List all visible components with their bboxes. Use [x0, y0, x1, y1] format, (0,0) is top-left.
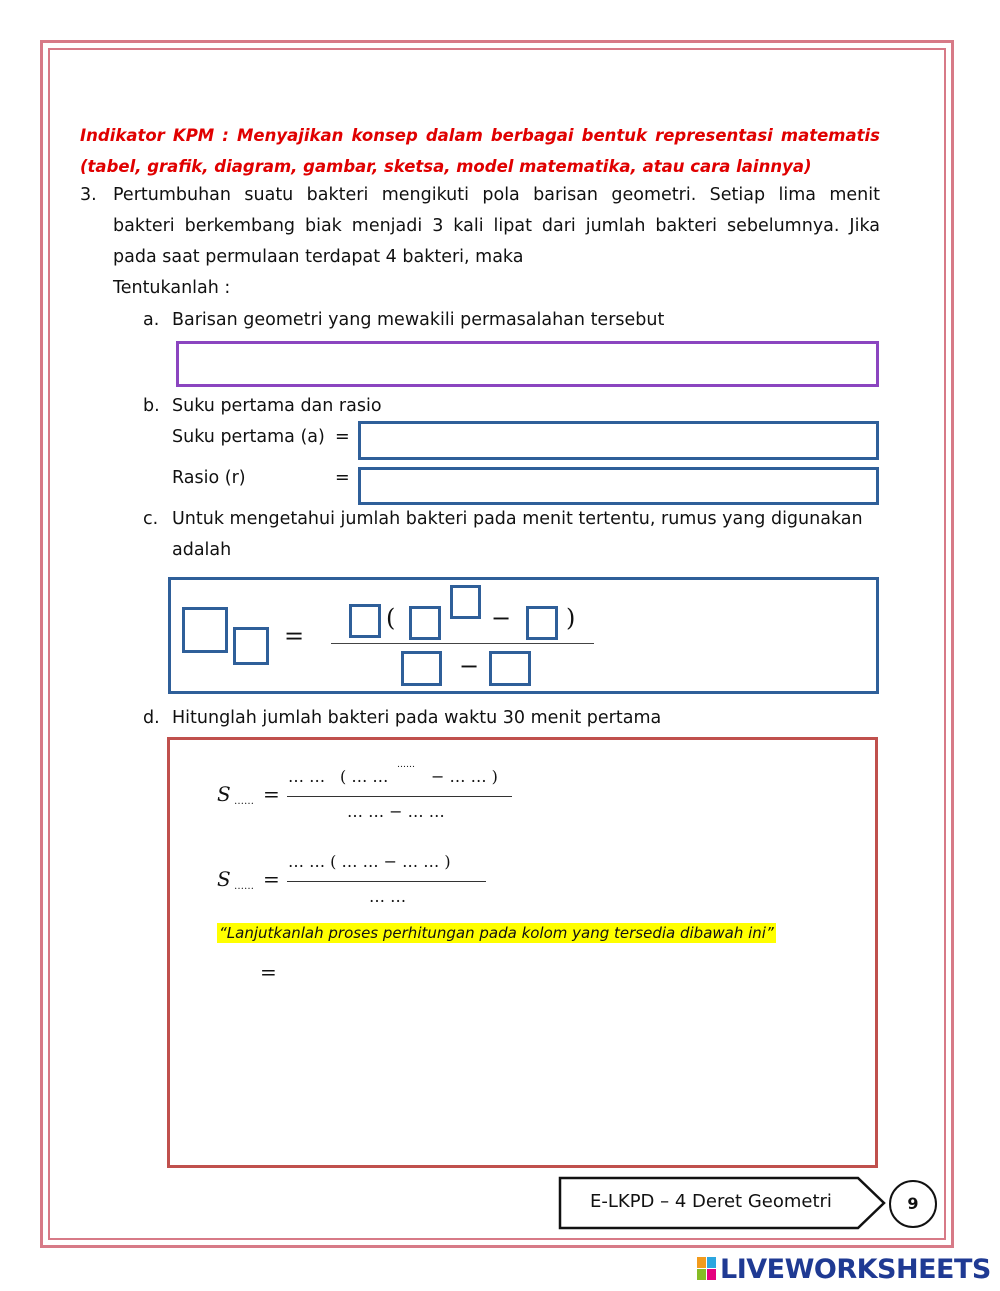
- calc1-subscript: ……: [234, 796, 254, 807]
- part-c-line-1: Untuk mengetahui jumlah bakteri pada menit tertentu, rumus yang digunakan: [172, 509, 863, 529]
- part-d-text: Hitunglah jumlah bakteri pada waktu 30 menit pertama: [172, 708, 662, 728]
- formula-slot-exponent[interactable]: [450, 585, 481, 619]
- footer-label: E-LKPD – 4 Deret Geometri: [590, 1191, 832, 1212]
- formula-slot-one[interactable]: [526, 606, 558, 640]
- rasio-equals: =: [335, 468, 350, 488]
- calc2-s: S: [217, 867, 231, 891]
- answer-input-suku-pertama[interactable]: [361, 424, 876, 457]
- calculation-box: [167, 737, 878, 1168]
- calc2-equals: =: [263, 867, 280, 891]
- question-number: 3.: [80, 185, 97, 205]
- calc1-equals: =: [263, 782, 280, 806]
- continue-instruction: “Lanjutkanlah proses perhitungan pada kolom yang tersedia dibawah ini”: [219, 924, 774, 942]
- liveworksheets-brand: LIVEWORKSHEETS: [720, 1254, 991, 1285]
- part-d-letter: d.: [143, 708, 160, 728]
- formula-box: [168, 577, 879, 694]
- calc2-numerator: … … ( … … − … … ): [288, 852, 451, 871]
- calc1-num-b: ( … …: [340, 767, 389, 786]
- indikator-text: [80, 120, 880, 182]
- part-a-text: Barisan geometri yang mewakili permasalahan tersebut: [172, 310, 665, 330]
- formula-slot-s[interactable]: [182, 607, 228, 653]
- formula-close-paren: ): [566, 604, 576, 632]
- calc1-denominator: … … − … …: [347, 802, 445, 821]
- calc1-num-a: … …: [288, 767, 326, 786]
- page-number: 9: [889, 1180, 937, 1228]
- indikator-line-1: Indikator KPM : Menyajikan konsep dalam berbagai bentuk representasi matematis: [80, 126, 880, 145]
- calc1-num-c: − … … ): [431, 767, 498, 786]
- formula-slot-n[interactable]: [233, 627, 269, 665]
- answer-input-a[interactable]: [179, 344, 876, 384]
- answer-box-suku-pertama[interactable]: [358, 421, 879, 460]
- question-instruction: Tentukanlah :: [113, 278, 231, 298]
- part-c-letter: c.: [143, 509, 159, 529]
- question-line-2: bakteri berkembang biak menjadi 3 kali lipat dari jumlah bakteri sebelumnya. Jika: [113, 216, 880, 236]
- answer-box-rasio[interactable]: [358, 467, 879, 505]
- formula-slot-r[interactable]: [401, 651, 442, 686]
- part-c-line-2: adalah: [172, 540, 232, 560]
- formula-slot-base[interactable]: [409, 606, 441, 640]
- formula-fraction-bar: [331, 643, 594, 644]
- calc2-denominator: … …: [369, 887, 407, 906]
- part-b-letter: b.: [143, 396, 160, 416]
- question-text: [113, 180, 880, 304]
- formula-slot-a[interactable]: [349, 604, 381, 638]
- liveworksheets-logo-icon: [697, 1257, 717, 1281]
- calc2-subscript: ……: [234, 881, 254, 892]
- indikator-line-2: (tabel, grafik, diagram, gambar, sketsa, model matematika, atau cara lainnya): [80, 157, 812, 176]
- answer-input-rasio[interactable]: [361, 470, 876, 502]
- continue-equals: =: [260, 960, 277, 984]
- calc1-fraction-bar: [287, 796, 512, 797]
- calc2-fraction-bar: [287, 881, 486, 882]
- part-a-letter: a.: [143, 310, 160, 330]
- suku-pertama-label: Suku pertama (a): [172, 427, 325, 447]
- part-b-text: Suku pertama dan rasio: [172, 396, 382, 416]
- calc1-s: S: [217, 782, 231, 806]
- question-line-1: Pertumbuhan suatu bakteri mengikuti pola barisan geometri. Setiap lima menit: [113, 185, 880, 205]
- formula-minus-bottom: −: [459, 652, 480, 680]
- suku-pertama-equals: =: [335, 427, 350, 447]
- formula-open-paren: (: [386, 604, 396, 632]
- working-area-input[interactable]: [280, 958, 864, 1157]
- formula-slot-denominator-one[interactable]: [489, 651, 531, 686]
- answer-box-a[interactable]: [176, 341, 879, 387]
- formula-minus-top: −: [491, 604, 512, 632]
- calc1-num-exponent: ……: [397, 760, 415, 770]
- question-line-3: pada saat permulaan terdapat 4 bakteri, maka: [113, 247, 524, 267]
- part-c-text: [172, 504, 863, 566]
- rasio-label: Rasio (r): [172, 468, 246, 488]
- formula-equals: =: [284, 622, 305, 650]
